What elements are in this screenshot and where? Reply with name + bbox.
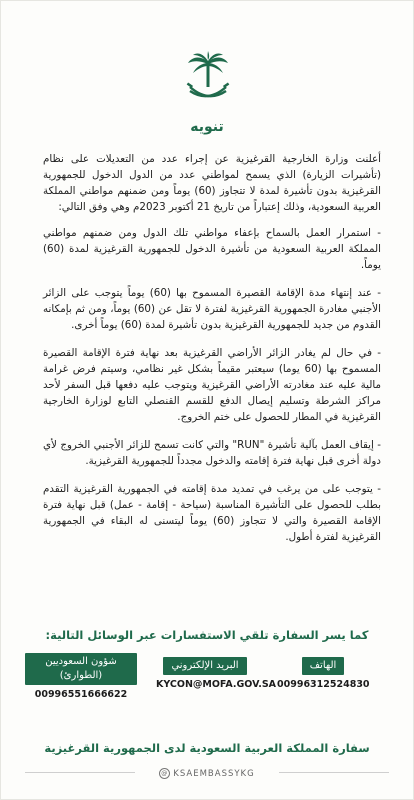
contact-value: 00996312524830 xyxy=(277,679,370,690)
contact-phone xyxy=(277,653,369,690)
contact-emergency xyxy=(25,653,137,700)
contact-value: KYCON@MOFA.GOV.SA xyxy=(156,679,277,690)
notice-item: - يتوجب على من يرغب في تمديد مدة إقامته في الجمهورية القرغيزية التقدم بطلب للحصول على التأشيرة المناسبة (سياحة - إقامة - عمل) قبل نهاية فترة الإقامة القصيرة والتي لا تتجاوز (60) يوماً ليتسنى له البقاء في الجمهورية القرغيزية لفترة أطول. xyxy=(43,483,382,543)
contacts-heading: كما يسر السفارة تلقي الاستفسارات عبر الوسائل التالية: xyxy=(45,628,369,642)
page-title: تنويه xyxy=(190,119,224,135)
notice-item: - في حال لم يغادر الزائر الأراضي القرغيزية بعد نهاية فترة الإقامة القصيرة المسموح بها (60 يوما) سيعتبر مقيماً بشكل غير نظامي، وسيتم فرض غرامة مالية عليه عند مغادرته الأراضي القرغيزية ويتوجب عليه دفعها قبل السفر لأحد مراكز الشرطة وتسليم إيصال الدفع للقسم القنصلي التابع لوزارة الخارجية القرغيزية في المطار للحصول على ختم الخروج. xyxy=(43,347,381,423)
notice-body xyxy=(43,151,381,557)
contacts-row xyxy=(34,653,370,713)
saudi-emblem-icon xyxy=(184,51,232,105)
social-handle xyxy=(1,768,413,779)
intro-paragraph: أعلنت وزارة الخارجية القرغيزية عن إجراء عدد من التعديلات على نظام (تأشيرات الزيارة) الذي يسمح لمواطني عدد من الدول الدخول للجمهورية القرغيزية بدون تأشيرة لمدة لا تتجاوز (60) يوماً ومن ضمنهم مواطني المملكة العربية السعودية، وذلك إعتباراً من تاريخ 21 أكتوبر 2023م وهي وفق التالي: xyxy=(43,153,381,213)
contact-label: شؤون السعوديين (الطوارئ) xyxy=(25,653,137,685)
notice-item: - استمرار العمل بالسماح بإعفاء مواطني تلك الدول ومن ضمنهم مواطني المملكة العربية السعودية من تأشيرة الدخول للجمهورية القرغيزية لمدة (60) يوماً. xyxy=(43,227,381,271)
notice-item: - إيقاف العمل بآلية تأشيرة "RUN" والتي كانت تسمح للزائر الأجنبي الخروج لأي دولة أخرى قبل نهاية فترة إقامته والدخول مجدداً للجمهورية القرغيزية. xyxy=(43,439,381,467)
contact-value: 00996551666622 xyxy=(34,689,128,700)
embassy-footer: سفارة المملكة العربية السعودية لدى الجمهورية القرغيزية xyxy=(44,741,370,755)
at-icon: @ xyxy=(161,770,169,777)
contact-label: الهاتف xyxy=(302,657,345,675)
notice-item: - عند إنتهاء مدة الإقامة القصيرة المسموح بها (60) يوماً يتوجب على الزائر الأجنبي مغادرة الجمهورية القرغيزية لفترة لا تقل عن (60) يوماً، ومن ثم بإمكانه القدوم من جديد للجمهورية القرغيزية بدون تأشيرة لمدة (60) يوماً أخرى. xyxy=(43,287,381,331)
contact-label: البريد الإلكتروني xyxy=(163,657,246,675)
contact-email xyxy=(156,653,277,690)
social-handle-text: KSAEMBASSYKG xyxy=(173,769,255,779)
